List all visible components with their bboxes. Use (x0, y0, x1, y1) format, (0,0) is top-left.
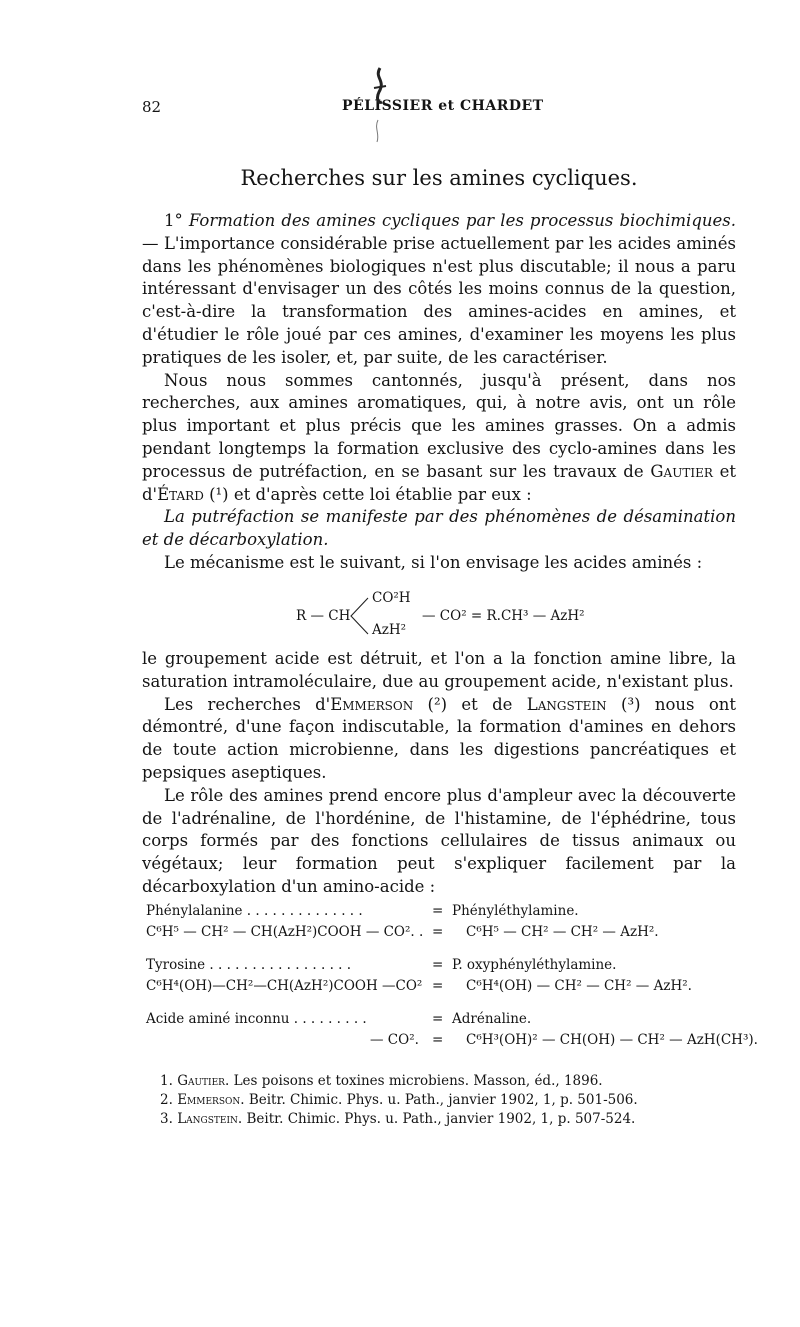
heading-number: 1° (164, 211, 189, 230)
formula-bottom: AzH² (372, 622, 407, 638)
author-name: Gautier (650, 461, 713, 481)
author-name: Emmerson (330, 694, 414, 714)
section-heading: Formation des amines cycliques par les processus biochimiques. (188, 211, 736, 230)
reaction-table (146, 903, 758, 1053)
reaction-line: C⁶H⁴(OH)—CH²—CH(AzH²)COOH —CO² = C⁶H⁴(OH) — CH² — CH² — AzH². (146, 978, 692, 994)
reaction-line: Phénylalanine . . . . . . . . . . . . . . = Phényléthylamine. (146, 903, 579, 919)
formula-top: CO²H (372, 590, 411, 606)
author-name: Langstein (526, 694, 607, 714)
reaction-line: Tyrosine . . . . . . . . . . . . . . . . . = P. oxyphényléthylamine. (146, 957, 617, 973)
page-header (142, 98, 736, 122)
handwritten-mark-icon (366, 58, 396, 148)
bond-branch-icon (348, 594, 370, 638)
reaction-line: C⁶H⁵ — CH² — CH(AzH²)COOH — CO². . = C⁶H⁵ — CH² — CH² — AzH². (146, 924, 659, 940)
footnote-ref: (³) (606, 694, 655, 714)
formula-left: R — CH (296, 608, 351, 624)
footnote: 2. Emmerson. Beitr. Chimic. Phys. u. Path., janvier 1902, 1, p. 501-506. (160, 1092, 638, 1108)
formula-right: — CO² = R.CH³ — AzH² (422, 608, 585, 624)
footnotes (160, 1072, 720, 1129)
paragraph-4: Les recherches d'Emmerson (²) et de Langstein (³) nous ont démontré, d'une façon indiscutable, la formation d'amines en dehors de toute action microbienne, dans les digestions pancréatiques et pepsiques aseptiques. (142, 694, 737, 782)
paragraph-1 (142, 210, 736, 370)
section-title: Recherches sur les amines cycliques. (240, 166, 638, 190)
reaction-line: — CO². = C⁶H³(OH)² — CH(OH) — CH² — AzH(CH³). (370, 1032, 758, 1048)
decarboxylation-formula (296, 590, 596, 642)
paragraph-2: Nous nous sommes cantonnés, jusqu'à présent, dans nos recherches, aux amines aromatiques, qui, à notre avis, ont un rôle plus important et plus précis que les amines grasses. On a admis pendant longtemps la formation exclusive des cyclo-amines dans les processus de putréfaction, en se basant sur les travaux de Gautier et d'Étard (¹) et d'après cette loi établie par eux : (142, 370, 736, 504)
paragraph-5: Le rôle des amines prend encore plus d'ampleur avec la découverte de l'adrénaline, de l'hordénine, de l'histamine, de l'éphédrine, tous corps formés par des fonctions cellulaires de tissus animaux ou végétaux; leur formation peut s'expliquer facilement par la décarboxylation d'un amino-acide : (142, 785, 736, 896)
mechanism-intro: Le mécanisme est le suivant, si l'on envisage les acides aminés : (164, 552, 703, 572)
footnote: 1. Gautier. Les poisons et toxines microbiens. Masson, éd., 1896. (160, 1073, 603, 1089)
reaction-line: Acide aminé inconnu . . . . . . . . . = Adrénaline. (146, 1011, 532, 1027)
footnote: 3. Langstein. Beitr. Chimic. Phys. u. Path., janvier 1902, 1, p. 507-524. (160, 1111, 636, 1127)
law-statement: La putréfaction se manifeste par des phénomènes de désamination et de décarboxylation. (142, 507, 736, 550)
running-head: PÉLISSIER et CHARDET (342, 98, 544, 114)
paragraph-3: le groupement acide est détruit, et l'on a la fonction amine libre, la saturation intramoléculaire, due au groupement acide, n'existant plus. (142, 649, 736, 691)
intro-text: — L'importance considérable prise actuellement par les acides aminés dans les phénomènes biologiques n'est plus discutable; il nous a paru intéressant d'envisager un des côtés les moins connus de la question, c'est-à-dire la transformation des amines-acides en amines, et d'étudier le rôle joué par ces amines, d'examiner les moyens les plus pratiques de les isoler, et, par suite, de les caractériser. (142, 233, 736, 367)
footnote-ref: (¹) (209, 484, 229, 504)
page-number: 82 (142, 98, 162, 116)
footnote-ref: (²) (413, 694, 462, 714)
body-text-top (142, 210, 736, 575)
author-name: Étard (157, 484, 204, 504)
body-text-middle (142, 648, 736, 899)
